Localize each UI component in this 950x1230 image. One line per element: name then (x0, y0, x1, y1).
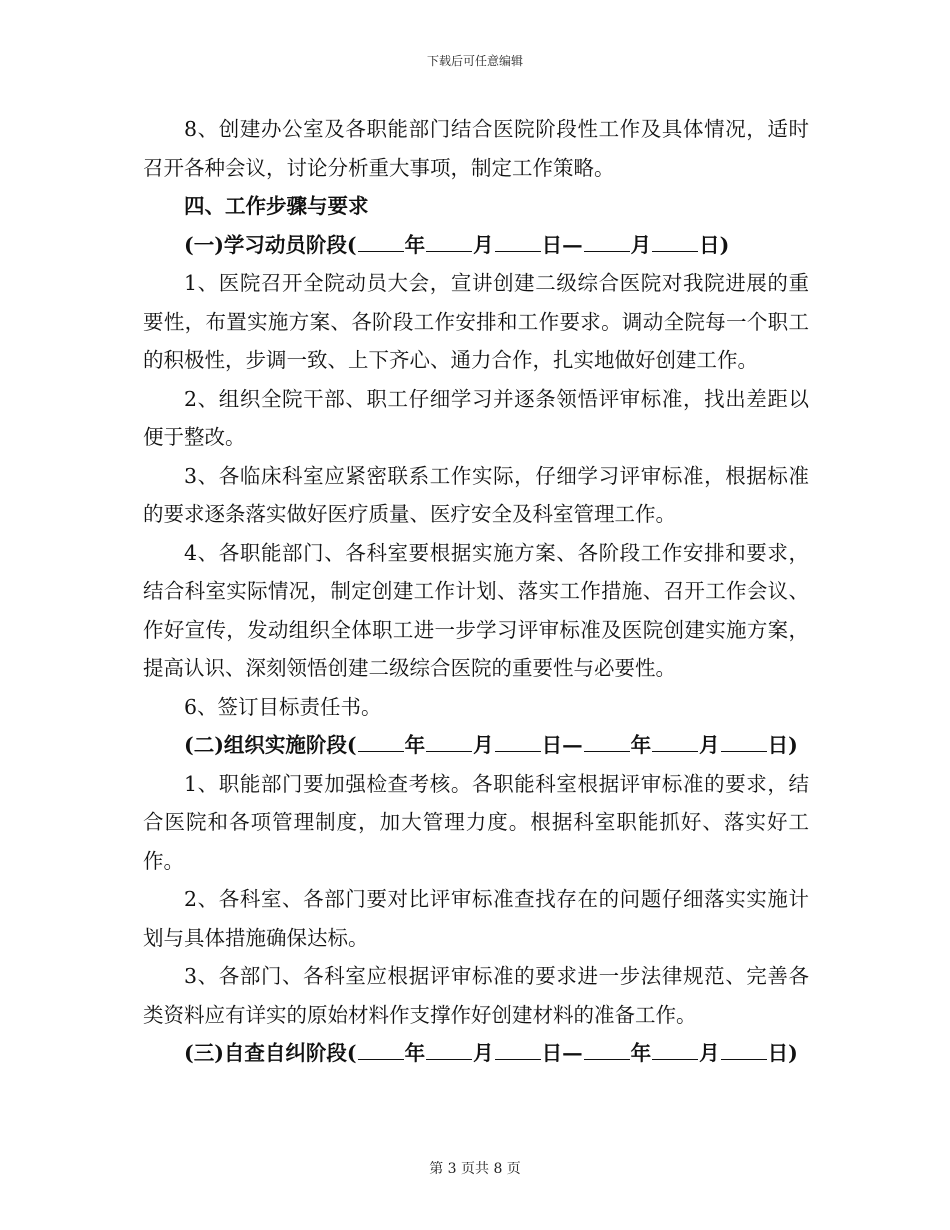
blank-field (426, 1041, 472, 1060)
document-body (143, 110, 809, 1073)
phase-1-item-4: 4、各职能部门、各科室要根据实施方案、各阶段工作安排和要求，结合科室实际情况，制定创建工作计划、落实工作措施、召开工作会议、作好宣传，发动组织全体职工进一步学习评审标准及医院创建实施方案，提高认识、深刻领悟创建二级综合医院的重要性与必要性。 (143, 540, 809, 680)
phase-2-item-2: 2、各科室、各部门要对比评审标准查找存在的问题仔细落实实施计划与具体措施确保达标。 (143, 887, 809, 950)
phase-2-heading (143, 726, 809, 765)
blank-field (358, 1041, 404, 1060)
blank-field (495, 1041, 541, 1060)
blank-field (721, 1041, 767, 1060)
blank-field (495, 733, 541, 752)
phase-3-heading (143, 1034, 809, 1073)
unit-month: 月 (630, 232, 652, 257)
unit-year: 年 (404, 232, 426, 257)
phase-3-label: (三)自查自纠阶段( (184, 1041, 357, 1065)
unit-year: 年 (630, 733, 652, 757)
unit-month: 月 (473, 232, 494, 257)
blank-field (584, 233, 630, 252)
blank-field (584, 733, 630, 752)
blank-field (426, 733, 472, 752)
phase-1-item-3: 3、各临床科室应紧密联系工作实际，仔细学习评审标准，根据标准的要求逐条落实做好医疗质量、医疗安全及科室管理工作。 (143, 463, 809, 526)
phase-2-label: (二)组织实施阶段( (184, 733, 357, 757)
phase-1-item-1: 1、医院召开全院动员大会，宣讲创建二级综合医院对我院进展的重要性，布置实施方案、各阶段工作安排和工作要求。调动全院每一个职工的积极性，步调一致、上下齐心、通力合作，扎实地做好创建工作。 (143, 271, 809, 372)
unit-day: 日) (699, 232, 730, 257)
blank-field (652, 733, 698, 752)
blank-field (652, 1041, 698, 1060)
phase-2-item-3: 3、各部门、各科室应根据评审标准的要求进一步法律规范、完善各类资料应有详实的原始材料作支撑作好创建材料的准备工作。 (143, 964, 809, 1027)
blank-field (584, 1041, 630, 1060)
section-heading-4: 四、工作步骤与要求 (184, 194, 369, 218)
unit-day: 日) (767, 1041, 798, 1065)
phase-1-label: (一)学习动员阶段( (184, 232, 357, 257)
blank-field (721, 733, 767, 752)
unit-day: 日) (767, 733, 798, 757)
phase-1-item-2: 2、组织全院干部、职工仔细学习并逐条领悟评审标准，找出差距以便于整改。 (143, 386, 809, 449)
paragraph-8: 8、创建办公室及各职能部门结合医院阶段性工作及具体情况，适时召开各种会议，讨论分析重大事项，制定工作策略。 (143, 117, 809, 180)
unit-month: 月 (699, 733, 720, 757)
unit-month: 月 (473, 1041, 494, 1065)
unit-month: 月 (699, 1041, 720, 1065)
blank-field (426, 233, 472, 252)
unit-day: 日— (541, 232, 583, 257)
phase-2-item-1: 1、职能部门要加强检查考核。各职能科室根据评审标准的要求，结合医院和各项管理制度，加大管理力度。根据科室职能抓好、落实好工作。 (143, 771, 809, 873)
blank-field (495, 233, 541, 252)
unit-year: 年 (630, 1041, 652, 1065)
unit-year: 年 (404, 1041, 426, 1065)
page-header: 下载后可任意编辑 (426, 54, 523, 68)
phase-1-item-6: 6、签订目标责任书。 (184, 694, 382, 719)
unit-day: 日— (541, 1041, 583, 1065)
blank-field (358, 733, 404, 752)
page-footer: 第 3 页共 8 页 (429, 1161, 521, 1177)
unit-day: 日— (541, 733, 583, 757)
blank-field (358, 233, 404, 252)
blank-field (652, 233, 698, 252)
unit-month: 月 (473, 733, 494, 757)
unit-year: 年 (404, 733, 426, 757)
phase-1-heading (143, 226, 809, 265)
